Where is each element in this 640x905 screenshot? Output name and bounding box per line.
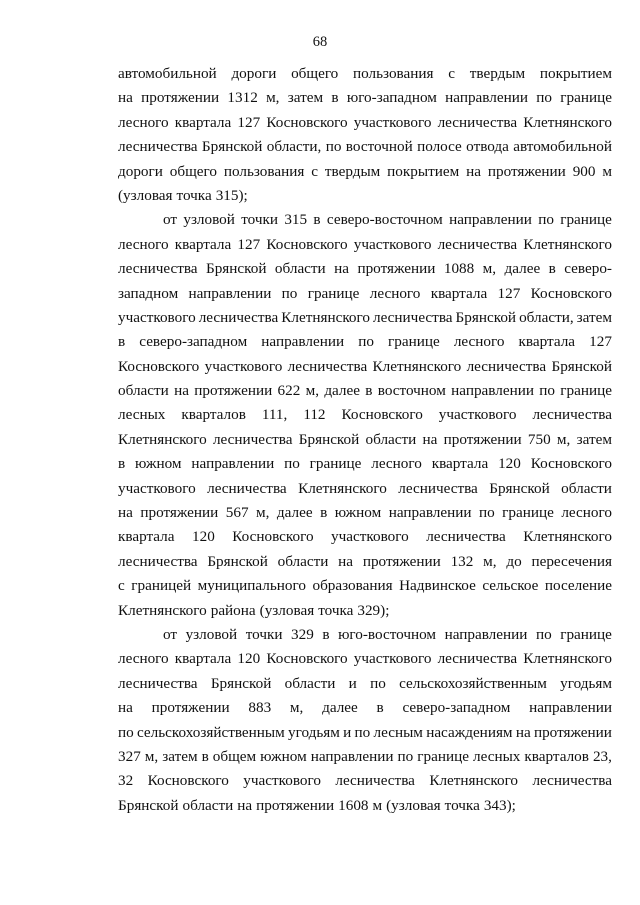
- text-word: покрытием: [539, 65, 612, 82]
- text-line: [118, 769, 612, 793]
- text-line: [118, 501, 612, 525]
- text-word: протяжении: [443, 430, 522, 448]
- text-word: 120: [498, 455, 521, 473]
- text-word: границе: [560, 211, 612, 229]
- text-word: на: [466, 162, 481, 180]
- text-word: кварталов: [524, 747, 589, 765]
- text-word: Клетнянского: [523, 528, 612, 546]
- text-word: затем: [576, 308, 612, 326]
- text-word: автомобильной: [513, 138, 612, 156]
- text-word: направлении: [188, 284, 272, 302]
- text-word: в: [548, 260, 556, 278]
- text-word: протяжении: [140, 504, 219, 522]
- text-word: по: [478, 504, 495, 522]
- text-word: по: [538, 211, 554, 229]
- text-word: (узловая: [259, 601, 315, 619]
- text-word: границе: [502, 504, 554, 522]
- text-word: восточном: [377, 382, 446, 400]
- text-word: Косновского: [232, 528, 314, 546]
- text-word: лесничества: [372, 308, 453, 326]
- text-word: м,: [289, 699, 304, 717]
- text-word: затем: [287, 89, 324, 107]
- text-word: по: [370, 674, 386, 692]
- text-word: полосе: [417, 138, 462, 156]
- text-word: пересечения: [531, 552, 612, 570]
- text-line: [118, 477, 612, 501]
- text-word: лесничества: [532, 406, 612, 424]
- text-word: Косновского: [266, 235, 348, 253]
- text-word: м,: [144, 747, 159, 765]
- text-word: лесных: [473, 747, 521, 765]
- text-word: м,: [482, 260, 497, 278]
- text-word: общем: [212, 747, 257, 765]
- text-word: 343);: [483, 796, 516, 814]
- text-line: [118, 647, 612, 671]
- text-line: [118, 550, 612, 574]
- text-word: участкового: [118, 308, 196, 326]
- text-word: Клетнянского: [298, 479, 387, 497]
- text-word: по: [539, 382, 555, 400]
- text-word: лесничества: [118, 674, 198, 692]
- text-word: лесного: [369, 284, 421, 302]
- text-word: дороги: [231, 65, 277, 82]
- text-word: лесничества: [532, 772, 612, 790]
- text-word: области: [118, 382, 169, 400]
- text-word: по: [281, 284, 298, 302]
- text-word: далее: [322, 699, 358, 717]
- text-word: твердым: [469, 65, 526, 82]
- text-word: (узловая: [386, 796, 441, 814]
- text-word: м,: [483, 552, 497, 570]
- text-word: покрытием: [387, 162, 460, 180]
- text-word: участкового: [243, 772, 321, 790]
- text-word: протяжении: [194, 382, 273, 400]
- text-word: лесничества: [118, 260, 198, 278]
- text-word: Клетнянского: [281, 308, 370, 326]
- text-word: затем: [162, 747, 198, 765]
- text-word: Клетнянского: [118, 601, 207, 619]
- text-word: в: [322, 625, 330, 643]
- text-word: 900: [572, 162, 596, 180]
- text-word: лесничества: [287, 357, 368, 375]
- text-word: юго-восточном: [338, 625, 437, 643]
- text-word: 315: [284, 211, 308, 229]
- text-word: пользования: [353, 65, 434, 82]
- text-word: протяжении: [256, 796, 335, 814]
- text-word: участкового: [353, 235, 432, 253]
- text-word: поселение: [544, 577, 612, 595]
- text-word: западном: [118, 284, 179, 302]
- text-word: лесничества: [437, 113, 518, 131]
- text-word: угодьям: [560, 674, 612, 692]
- text-word: по: [397, 747, 414, 765]
- text-word: в: [118, 455, 126, 473]
- text-word: лесничества: [426, 528, 506, 546]
- text-word: южном: [260, 747, 307, 765]
- text-word: Брянской: [489, 479, 550, 497]
- text-word: области: [284, 674, 336, 692]
- text-word: северо-западном: [402, 699, 511, 717]
- text-word: на: [515, 723, 531, 741]
- text-word: направлении: [388, 504, 472, 522]
- text-word: лесным: [373, 723, 423, 741]
- text-word: северо-: [564, 260, 612, 278]
- text-word: точка: [318, 601, 354, 619]
- text-word: кварталов: [181, 406, 246, 424]
- text-word: сельскохозяйственным: [399, 674, 547, 692]
- text-word: Косновского: [530, 455, 612, 473]
- text-word: Клетнянского: [523, 650, 612, 668]
- text-word: в: [118, 333, 126, 351]
- text-word: северо-восточном: [326, 211, 443, 229]
- text-word: лесничества: [437, 235, 518, 253]
- text-word: направлении: [451, 382, 534, 400]
- text-word: м,: [266, 89, 280, 107]
- text-word: на: [422, 430, 438, 448]
- text-word: лесных: [118, 406, 166, 424]
- text-word: лесничества: [118, 552, 198, 570]
- text-word: Косновского: [266, 650, 348, 668]
- text-word: сельское: [482, 577, 539, 595]
- text-word: по: [536, 89, 552, 107]
- text-word: затем: [576, 430, 612, 448]
- text-word: 112: [303, 406, 326, 424]
- text-word: на: [118, 89, 133, 107]
- text-word: в: [320, 504, 328, 522]
- page-number: 68: [312, 34, 328, 50]
- text-word: области: [182, 796, 234, 814]
- text-word: квартала: [174, 235, 232, 253]
- text-line: [118, 184, 612, 208]
- text-line: [118, 379, 612, 403]
- text-word: пользования: [223, 162, 305, 180]
- text-word: протяжении: [357, 260, 436, 278]
- text-word: 1608: [338, 796, 369, 814]
- text-word: лесничества: [207, 479, 287, 497]
- text-word: по: [358, 333, 374, 351]
- text-word: участкового: [438, 406, 517, 424]
- text-word: квартала: [174, 650, 232, 668]
- text-word: протяжении: [362, 552, 441, 570]
- text-word: границе: [388, 333, 440, 351]
- text-line: [118, 745, 612, 769]
- text-word: лесного: [118, 650, 169, 668]
- text-word: Надвинское: [399, 577, 476, 595]
- text-word: лесничества: [398, 479, 478, 497]
- text-word: точка: [444, 796, 480, 814]
- text-word: 32: [118, 772, 134, 790]
- text-line: [118, 233, 612, 257]
- text-word: 567: [225, 504, 249, 522]
- text-line: [118, 623, 612, 647]
- text-word: Клетнянского: [372, 357, 462, 375]
- text-word: лесного: [561, 504, 612, 522]
- text-word: района: [210, 601, 256, 619]
- text-word: по: [535, 625, 552, 643]
- text-word: протяжении: [533, 723, 612, 741]
- text-word: 127: [237, 113, 261, 131]
- text-word: южном: [334, 504, 382, 522]
- text-word: 327: [118, 747, 141, 765]
- text-word: северо-западном: [139, 333, 248, 351]
- text-word: лесничества: [437, 650, 518, 668]
- text-word: 329);: [357, 601, 390, 619]
- text-word: от: [163, 625, 178, 643]
- text-word: направлении: [191, 455, 275, 473]
- text-word: 329: [291, 625, 314, 643]
- text-word: 23,: [592, 747, 612, 765]
- text-word: Брянской: [201, 138, 263, 156]
- text-line: [118, 525, 612, 549]
- text-word: до: [506, 552, 522, 570]
- text-word: угодьям: [288, 723, 340, 741]
- text-word: области,: [266, 138, 322, 156]
- text-word: границей: [131, 577, 192, 595]
- text-word: дороги: [118, 162, 163, 180]
- text-word: с: [448, 65, 456, 82]
- text-word: 111,: [261, 406, 288, 424]
- text-line: [118, 672, 612, 696]
- text-line: [118, 111, 612, 135]
- text-word: в: [376, 699, 384, 717]
- text-line: [118, 62, 612, 86]
- text-word: Косновского: [341, 406, 423, 424]
- text-line: [118, 696, 612, 720]
- text-word: лесничества: [335, 772, 415, 790]
- text-word: м: [602, 162, 612, 180]
- text-line: [118, 282, 612, 306]
- text-word: насаждениям: [426, 723, 513, 741]
- text-line: [118, 721, 612, 745]
- text-word: на: [334, 260, 350, 278]
- text-word: лесничества: [466, 357, 547, 375]
- text-word: сельскохозяйственным: [137, 723, 285, 741]
- text-word: и: [348, 674, 357, 692]
- text-line: [118, 794, 612, 818]
- text-word: м,: [256, 504, 270, 522]
- text-word: границе: [309, 455, 362, 473]
- text-word: лесничества: [212, 430, 293, 448]
- text-word: Косновского: [266, 113, 348, 131]
- text-word: общего: [291, 65, 339, 82]
- text-word: на: [237, 796, 253, 814]
- text-word: образования: [312, 577, 393, 595]
- text-line: [118, 306, 612, 330]
- text-word: направлении: [445, 89, 528, 107]
- text-word: Брянской: [205, 260, 267, 278]
- text-word: точки: [241, 211, 279, 229]
- text-word: лесного: [453, 333, 505, 351]
- text-word: 127: [237, 235, 261, 253]
- text-word: Клетнянского: [523, 235, 612, 253]
- text-word: протяжении: [141, 89, 220, 107]
- text-word: и: [343, 723, 352, 741]
- text-line: [118, 355, 612, 379]
- text-line: [118, 403, 612, 427]
- text-word: с: [311, 162, 318, 180]
- text-word: Брянской: [207, 552, 268, 570]
- text-word: м,: [305, 382, 320, 400]
- text-word: 1312: [227, 89, 258, 107]
- text-word: квартала: [430, 284, 488, 302]
- text-word: на: [174, 382, 189, 400]
- text-word: направлении: [310, 747, 394, 765]
- text-word: участкового: [353, 113, 432, 131]
- text-word: Брянской: [455, 308, 517, 326]
- text-word: границе: [417, 747, 469, 765]
- text-line: [118, 452, 612, 476]
- text-word: Клетнянского: [523, 113, 612, 131]
- text-word: Косновского: [147, 772, 229, 790]
- text-line: [118, 257, 612, 281]
- text-word: на: [118, 504, 133, 522]
- text-word: Клетнянского: [118, 430, 207, 448]
- text-word: на: [338, 552, 354, 570]
- text-word: юго-западном: [346, 89, 437, 107]
- text-word: точка: [176, 186, 212, 204]
- text-word: квартала: [174, 113, 232, 131]
- text-word: узловой: [185, 625, 238, 643]
- text-word: в: [365, 382, 373, 400]
- text-word: 1088: [443, 260, 475, 278]
- text-line: [118, 208, 612, 232]
- text-word: южном: [135, 455, 182, 473]
- text-word: направлении: [529, 699, 612, 717]
- text-word: (узловая: [118, 186, 173, 204]
- text-word: 132: [450, 552, 474, 570]
- text-word: направлении: [444, 625, 528, 643]
- text-word: Косновского: [118, 357, 200, 375]
- text-word: Брянской: [210, 674, 272, 692]
- text-word: по: [354, 723, 371, 741]
- text-word: участкового: [204, 357, 283, 375]
- text-word: границе: [560, 89, 612, 107]
- text-word: направлении: [449, 211, 532, 229]
- text-word: в: [201, 747, 209, 765]
- text-word: м,: [556, 430, 571, 448]
- text-word: границе: [560, 625, 612, 643]
- text-word: на: [118, 699, 133, 717]
- text-word: 127: [589, 333, 612, 351]
- text-line: [118, 135, 612, 159]
- text-word: муниципального: [197, 577, 306, 595]
- text-word: узловой: [183, 211, 235, 229]
- text-word: квартала: [518, 333, 576, 351]
- text-word: 120: [237, 650, 261, 668]
- text-word: области: [277, 552, 329, 570]
- text-word: далее: [504, 260, 541, 278]
- text-word: 127: [497, 284, 521, 302]
- text-line: [118, 330, 612, 354]
- text-word: направлении: [261, 333, 345, 351]
- text-word: квартала: [431, 455, 489, 473]
- document-body: [118, 62, 612, 818]
- text-word: Брянской: [118, 796, 179, 814]
- text-word: м: [372, 796, 383, 814]
- text-word: лесного: [118, 113, 169, 131]
- text-word: Клетнянского: [429, 772, 519, 790]
- text-word: далее: [324, 382, 360, 400]
- text-word: границе: [307, 284, 360, 302]
- text-word: отвода: [466, 138, 509, 156]
- text-word: участкового: [118, 479, 196, 497]
- text-word: Брянской: [551, 357, 612, 375]
- text-word: 750: [527, 430, 551, 448]
- text-word: протяжении: [487, 162, 566, 180]
- text-line: [118, 160, 612, 184]
- text-word: с: [118, 577, 125, 595]
- text-line: [118, 86, 612, 110]
- text-word: Брянской: [298, 430, 360, 448]
- text-word: лесничества: [118, 138, 198, 156]
- text-word: 120: [192, 528, 215, 546]
- text-word: точки: [245, 625, 283, 643]
- text-word: Косновского: [530, 284, 612, 302]
- text-word: области: [365, 430, 417, 448]
- text-word: области: [561, 479, 612, 497]
- text-word: 622: [277, 382, 301, 400]
- text-word: границе: [560, 382, 612, 400]
- text-word: далее: [276, 504, 313, 522]
- text-word: по: [325, 138, 342, 156]
- text-word: твердым: [324, 162, 381, 180]
- text-word: протяжении: [151, 699, 230, 717]
- text-word: области: [274, 260, 326, 278]
- text-word: квартала: [118, 528, 175, 546]
- text-word: участкового: [331, 528, 409, 546]
- text-word: в: [313, 211, 321, 229]
- text-word: по: [284, 455, 300, 473]
- text-line: [118, 599, 612, 623]
- text-word: в: [331, 89, 339, 107]
- text-word: 883: [248, 699, 272, 717]
- text-word: области,: [519, 308, 574, 326]
- text-line: [118, 428, 612, 452]
- text-word: от: [163, 211, 178, 229]
- text-word: автомобильной: [118, 65, 217, 82]
- text-word: по: [118, 723, 134, 741]
- text-word: общего: [169, 162, 217, 180]
- text-word: лесничества: [198, 308, 279, 326]
- text-word: участкового: [353, 650, 432, 668]
- text-word: лесного: [371, 455, 422, 473]
- text-word: лесного: [118, 235, 169, 253]
- text-word: 315);: [215, 186, 248, 204]
- text-word: восточной: [345, 138, 413, 156]
- text-line: [118, 574, 612, 598]
